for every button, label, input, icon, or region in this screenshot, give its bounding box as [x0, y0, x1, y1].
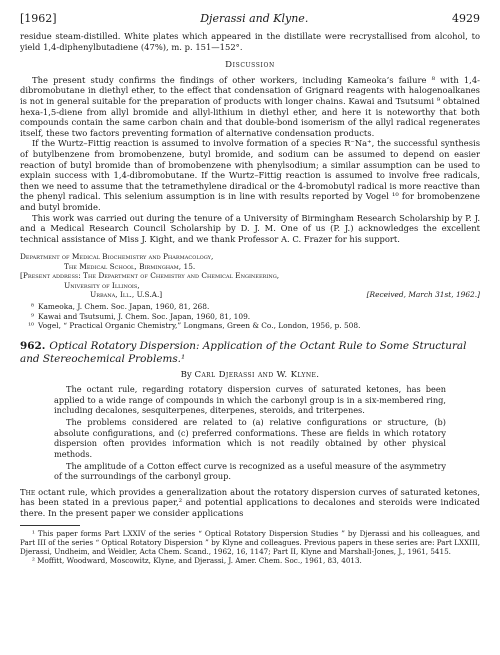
- reference-item: [20, 312, 480, 321]
- discussion-heading: Discussion: [225, 60, 275, 71]
- address-received-row: [20, 290, 480, 299]
- reference-text: Kawai and Tsutsumi, J. Chem. Soc. Japan, 1960, 81, 109.: [38, 311, 251, 321]
- reference-item: [20, 321, 480, 330]
- top-paragraph: residue steam-distilled. White plates which appeared in the distillate were recrystallised from alcohol, to yield 1,4-diphenylbutadiene (47%), m. p. 151—152°.: [20, 31, 480, 52]
- address-line: University of Illinois,: [64, 280, 140, 290]
- acknowledgement-paragraph: This work was carried out during the tenure of a University of Birmingham Research Scholarship by P. J. and a Medical Research Council Scholarship by D. J. M. One of us (P. J.) acknowledges the excellent technical assistance of Miss J. Kight, and we thank Professor A. C. Frazer for his support.: [20, 212, 480, 244]
- address-line: Department of Medical Biochemistry and Pharmacology,: [20, 252, 214, 262]
- body-text: octant rule, which provides a generalization about the rotatory dispersion curves of saturated ketones, has been stated in a previous paper,² and potential applications to decalones and steroids were indicated there. In the present paper we consider applications: [20, 486, 480, 518]
- abstract-paragraph: The octant rule, regarding rotatory dispersion curves of saturated ketones, has been applied to a wide range of compounds in which the carbonyl group is in a six-membered ring, including decalones, sesquiterpenes, diterpenes, steroids, and triterpenes.: [54, 384, 446, 415]
- running-title: Djerassi and Klyne.: [200, 12, 309, 25]
- reference-text: Kameoka, J. Chem. Soc. Japan, 1960, 81, 268.: [38, 302, 210, 312]
- reference-number: ⁹: [31, 311, 34, 321]
- received-date: [Received, March 31st, 1962.]: [366, 289, 480, 299]
- discussion-paragraph: The present study confirms the findings of other workers, including Kameoka’s failure ⁸ with 1,4-dibromobutane in diethyl ether, to the effect that condensation of Grignard reagents with halogenoalkanes is not in general suitable for the preparation of products with longer chains. Kawai and Tsutsumi ⁹ obtained hexa-1,5-diene from allyl bromide and allyl-lithium in diethyl ether, and here it is noteworthy that both compounds contain the same carbon chain and that double-bond isomerism of the allyl radical regenerates itself, these two factors preventing formation of alternative condensation products.: [20, 74, 480, 138]
- address-line: Urbana, Ill., U.S.A.]: [90, 289, 163, 299]
- byline-by: By: [180, 369, 192, 380]
- footnotes: [20, 529, 480, 566]
- reference-number: ¹⁰: [28, 321, 34, 331]
- reference-number: ⁸: [31, 302, 34, 312]
- reference-text: Vogel, “ Practical Organic Chemistry,” Longmans, Green & Co., London, 1956, p. 508.: [38, 321, 361, 331]
- page-number: 4929: [451, 12, 480, 25]
- body-paragraph: [20, 487, 480, 519]
- address-line: The Medical School, Birmingham, 15.: [64, 261, 196, 271]
- article-number: 962.: [20, 339, 46, 352]
- article-title-text: Optical Rotatory Dispersion: Application of the Octant Rule to Some Structural and Stereochemical Problems.¹: [20, 339, 467, 365]
- reference-list: [20, 302, 480, 330]
- author-names: Carl Djerassi and W. Klyne.: [194, 369, 320, 380]
- article-authors: [20, 370, 480, 381]
- footnote: ² Moffitt, Woodward, Moscowitz, Klyne, and Djerassi, J. Amer. Chem. Soc., 1961, 83, 4013.: [32, 556, 362, 566]
- article-title: [20, 340, 480, 366]
- running-header: [20, 12, 480, 26]
- page-year: [1962]: [20, 12, 57, 25]
- author-address: [20, 252, 480, 299]
- abstract-paragraph: The problems considered are related to (a) relative configurations or structure, (b) absolute configurations, and (c) preferred conformations. These are fields in which rotatory dispersion often provides information which is not readily obtained by other physical methods.: [54, 417, 446, 459]
- discussion-paragraph: If the Wurtz–Fittig reaction is assumed to involve formation of a species R⁻Na⁺, the successful synthesis of butylbenzene from bromobenzene, butyl bromide, and sodium can be assumed to depend on easier reaction of butyl bromide than of bromobenzene with phenylsodium; a similar assumption can be used to explain success with 1,4-dibromobutane. If the Wurtz–Fittig reaction is assumed to involve free radicals, then we need to assume that the tetramethylene diradical or the 4-bromobutyl radical is more reactive than the phenyl radical. This selenium assumption is in line with results reported by Vogel ¹⁰ for bromobenzene and butyl bromide.: [20, 138, 480, 212]
- footnote: ¹ This paper forms Part LXXIV of the series “ Optical Rotatory Dispersion Studies ” by Djerassi and his colleagues, and Part III of the series “ Optical Rotatory Dispersion ” by Klyne and colleagues. Previous papers in these series are: Part LXXIII, Djerassi, Undheim, and Weidler, Acta Chem. Scand., 1962, 16, 1147; Part II, Klyne and Marshall-Jones, J., 1961, 5415.: [20, 528, 480, 556]
- reference-item: [20, 302, 480, 311]
- body-lead-word: The: [20, 486, 36, 497]
- abstract: [54, 384, 446, 482]
- abstract-paragraph: The amplitude of a Cotton effect curve is recognized as a useful measure of the asymmetry of the surroundings of the carbonyl group.: [54, 460, 446, 482]
- footnote-rule: [20, 525, 80, 526]
- address-line: [Present address: The Department of Chemistry and Chemical Engineering,: [20, 271, 280, 281]
